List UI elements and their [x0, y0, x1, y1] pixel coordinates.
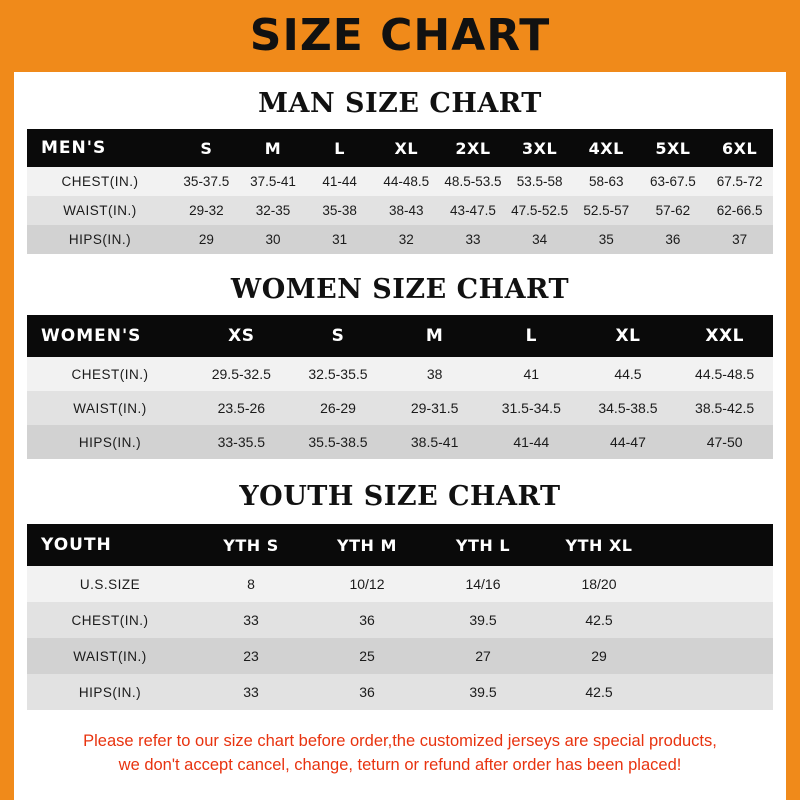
man-row1-c8: 57-62 — [655, 203, 691, 218]
youth-table-header-row — [27, 524, 773, 566]
youth-header-m: YTH M — [337, 535, 397, 555]
women-section-title: WOMEN SIZE CHART — [230, 274, 570, 305]
man-header-s: S — [200, 138, 213, 158]
man-row1-c1: 29-32 — [189, 203, 224, 218]
table-row — [27, 196, 773, 225]
man-row1-c7: 52.5-57 — [583, 203, 630, 218]
man-row1-c6: 47.5-52.5 — [511, 203, 569, 218]
women-row1-c5: 34.5-38.5 — [598, 400, 658, 416]
women-row1-c1: 23.5-26 — [217, 400, 266, 416]
table-row — [27, 391, 773, 425]
man-row2-c9: 37 — [732, 232, 748, 247]
women-header-label: WOMEN'S — [41, 326, 142, 346]
youth-row0-c2: 10/12 — [349, 576, 385, 592]
man-section-title: MAN SIZE CHART — [258, 88, 542, 119]
women-header-xs: XS — [228, 326, 255, 346]
women-row2-c3: 38.5-41 — [410, 434, 459, 450]
women-row2-c5: 44-47 — [610, 434, 646, 450]
youth-row1-label: CHEST(IN.) — [71, 612, 149, 628]
youth-row3-c3: 39.5 — [469, 684, 497, 700]
man-header-5xl: 5XL — [655, 138, 691, 158]
order-notice — [30, 730, 770, 778]
women-row2-label: HIPS(IN.) — [78, 434, 142, 450]
youth-header-empty — [657, 524, 773, 566]
women-row0-label: CHEST(IN.) — [71, 366, 149, 382]
women-row1-c3: 29-31.5 — [410, 400, 459, 416]
women-row2-c2: 35.5-38.5 — [308, 434, 368, 450]
youth-row3-c4: 42.5 — [585, 684, 613, 700]
man-header-xl: XL — [394, 138, 419, 158]
order-notice-line-1: Please refer to our size chart before order,the customized jerseys are special products, — [83, 732, 717, 750]
man-row1-c5: 43-47.5 — [450, 203, 496, 218]
women-row1-c6: 38.5-42.5 — [695, 400, 755, 416]
youth-row1-c5 — [657, 602, 773, 638]
youth-header-s: YTH S — [223, 535, 279, 555]
women-header-m: M — [425, 326, 444, 346]
women-header-xxl: XXL — [705, 326, 744, 346]
table-row — [27, 638, 773, 674]
man-row0-c3: 41-44 — [322, 174, 357, 189]
man-row2-c2: 30 — [265, 232, 281, 247]
table-row — [27, 566, 773, 602]
order-notice-line-2: we don't accept cancel, change, teturn or refund after order has been placed! — [118, 755, 682, 774]
women-header-s: S — [331, 326, 345, 346]
youth-row3-c1: 33 — [243, 684, 259, 700]
man-row0-c4: 44-48.5 — [383, 174, 430, 189]
youth-row0-c3: 14/16 — [465, 576, 501, 592]
youth-row2-c5 — [657, 638, 773, 674]
youth-row0-c5 — [657, 566, 773, 602]
man-header-m: M — [264, 138, 282, 158]
table-row — [27, 225, 773, 254]
youth-row1-c2: 36 — [359, 612, 375, 628]
youth-row0-c4: 18/20 — [581, 576, 617, 592]
man-header-label: MEN'S — [41, 138, 107, 158]
man-row0-c7: 58-63 — [589, 174, 624, 189]
youth-row1-c1: 33 — [243, 612, 259, 628]
man-header-2xl: 2XL — [455, 138, 491, 158]
man-row1-c9: 62-66.5 — [716, 203, 763, 218]
women-row0-c2: 32.5-35.5 — [308, 366, 368, 382]
man-row1-c3: 35-38 — [322, 203, 357, 218]
women-row2-c1: 33-35.5 — [217, 434, 266, 450]
youth-row2-label: WAIST(IN.) — [73, 648, 147, 664]
youth-row3-c5 — [657, 674, 773, 710]
man-row0-c1: 35-37.5 — [183, 174, 230, 189]
youth-row0-label: U.S.SIZE — [79, 576, 141, 592]
page-title: SIZE CHART — [249, 10, 551, 61]
man-row2-c4: 32 — [398, 232, 414, 247]
women-row2-c4: 41-44 — [513, 434, 550, 450]
man-row0-label: CHEST(IN.) — [61, 174, 139, 189]
man-row2-c3: 31 — [332, 232, 348, 247]
man-table-header-row — [27, 129, 773, 167]
women-row1-c4: 31.5-34.5 — [501, 400, 561, 416]
women-row2-c6: 47-50 — [706, 434, 743, 450]
table-row — [27, 674, 773, 710]
women-row0-c5: 44.5 — [614, 366, 642, 382]
man-row2-c7: 35 — [598, 232, 614, 247]
youth-row2-c1: 23 — [243, 648, 259, 664]
table-row — [27, 602, 773, 638]
youth-row3-label: HIPS(IN.) — [78, 684, 142, 700]
youth-row2-c2: 25 — [359, 648, 375, 664]
youth-row1-c4: 42.5 — [585, 612, 613, 628]
women-size-table — [27, 315, 773, 459]
man-row1-c2: 32-35 — [255, 203, 291, 218]
man-row0-c8: 63-67.5 — [650, 174, 696, 189]
women-header-xl: XL — [615, 326, 641, 346]
women-row0-c1: 29.5-32.5 — [211, 366, 271, 382]
man-header-3xl: 3XL — [522, 138, 558, 158]
man-row2-label: HIPS(IN.) — [68, 232, 132, 247]
man-header-4xl: 4XL — [588, 138, 624, 158]
youth-row2-c4: 29 — [591, 648, 607, 664]
chart-content — [14, 88, 786, 778]
man-row2-c8: 36 — [665, 232, 681, 247]
man-size-table — [27, 129, 773, 254]
youth-row3-c2: 36 — [359, 684, 375, 700]
man-row1-label: WAIST(IN.) — [63, 203, 137, 218]
women-row0-c3: 38 — [426, 366, 443, 382]
man-row1-c4: 38-43 — [389, 203, 424, 218]
women-header-l: L — [525, 326, 537, 346]
youth-header-l: YTH L — [455, 535, 511, 555]
youth-row1-c3: 39.5 — [469, 612, 497, 628]
table-row — [27, 425, 773, 459]
table-row — [27, 167, 773, 196]
man-row2-c6: 34 — [532, 232, 548, 247]
youth-size-table — [27, 524, 773, 710]
women-row1-c2: 26-29 — [320, 400, 356, 416]
youth-row0-c1: 8 — [247, 576, 255, 592]
header-banner — [0, 0, 800, 72]
women-row0-c4: 41 — [523, 366, 540, 382]
man-header-6xl: 6XL — [722, 138, 758, 158]
man-row0-c9: 67.5-72 — [716, 174, 763, 189]
table-row — [27, 357, 773, 391]
man-row0-c6: 53.5-58 — [516, 174, 563, 189]
youth-row2-c3: 27 — [475, 648, 491, 664]
women-row1-label: WAIST(IN.) — [73, 400, 147, 416]
man-row0-c2: 37.5-41 — [250, 174, 296, 189]
man-row2-c1: 29 — [198, 232, 214, 247]
man-row0-c5: 48.5-53.5 — [444, 174, 502, 189]
man-row2-c5: 33 — [465, 232, 481, 247]
women-row0-c6: 44.5-48.5 — [695, 366, 755, 382]
youth-header-xl: YTH XL — [565, 535, 633, 555]
women-table-header-row — [27, 315, 773, 357]
youth-section-title: YOUTH SIZE CHART — [239, 481, 561, 512]
youth-header-label: YOUTH — [41, 535, 112, 555]
man-header-l: L — [334, 138, 345, 158]
